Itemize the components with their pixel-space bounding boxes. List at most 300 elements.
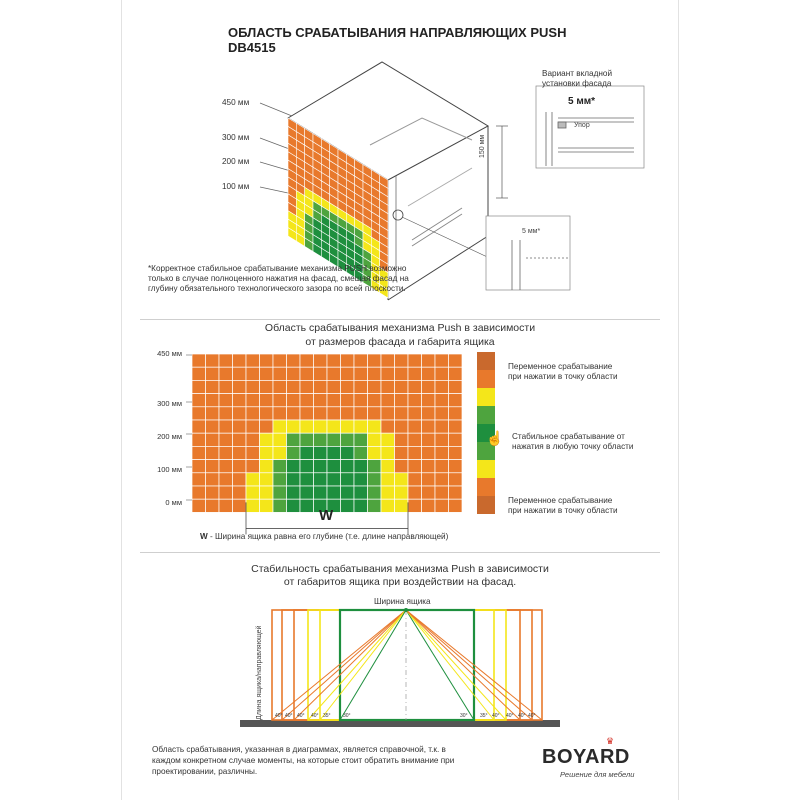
- section2-heading-1: Область срабатывания механизма Push в зависимости: [264, 322, 536, 334]
- legend-3-line-2: при нажатии в точку области: [508, 506, 618, 515]
- footer-note: Область срабатывания, указанная в диаграммах, является справочной, т.к. в каждом конкретном случае моменты, на которые стоит обратить внимание при проектировании, различны.: [152, 745, 455, 776]
- angle-label: 35°: [480, 713, 488, 719]
- legend-1-line-1: Переменное срабатывание: [508, 362, 613, 371]
- grid-cell: [408, 380, 422, 393]
- height-label-450: 450 мм: [222, 98, 250, 107]
- grid-cell: [246, 367, 260, 380]
- grid-cell: [246, 473, 260, 486]
- grid-cell: [273, 367, 287, 380]
- grid-cell: [395, 367, 409, 380]
- grid-cell: [273, 499, 287, 512]
- grid-cell: [341, 446, 355, 459]
- grid-cell: [422, 499, 436, 512]
- grid-cell: [341, 367, 355, 380]
- grid-cell: [422, 354, 436, 367]
- grid-cell: [273, 460, 287, 473]
- grid-cell: [327, 433, 341, 446]
- grid-cell: [300, 460, 314, 473]
- grid-cell: [381, 473, 395, 486]
- grid-cell: [395, 420, 409, 433]
- grid-cell: [314, 354, 328, 367]
- grid-cell: [435, 473, 449, 486]
- grid-cell: [287, 486, 301, 499]
- angle-label: 40°: [297, 713, 305, 719]
- grid-cell: [368, 420, 382, 433]
- grid-cell: [327, 367, 341, 380]
- grid-cell: [300, 499, 314, 512]
- grid-cell: [341, 420, 355, 433]
- grid-cell: [354, 354, 368, 367]
- grid-cell: [408, 420, 422, 433]
- grid-cell: [192, 433, 206, 446]
- grid-cell: [287, 446, 301, 459]
- grid-cell: [287, 367, 301, 380]
- grid-cell: [381, 433, 395, 446]
- grid-cell: [354, 380, 368, 393]
- grid-cell: [300, 367, 314, 380]
- grid-cell: [192, 367, 206, 380]
- grid-cell: [192, 446, 206, 459]
- grid-cell: [381, 460, 395, 473]
- grid-cell: [233, 460, 247, 473]
- grid-cell: [206, 446, 220, 459]
- grid-cell: [449, 394, 463, 407]
- grid-cell: [354, 499, 368, 512]
- height-label-200: 200 мм: [222, 157, 250, 166]
- grid-cell: [260, 499, 274, 512]
- grid-cell: [273, 407, 287, 420]
- grid-cell: [408, 486, 422, 499]
- grid-cell: [354, 446, 368, 459]
- grid-cell: [300, 394, 314, 407]
- grid-cell: [246, 354, 260, 367]
- grid-cell: [368, 394, 382, 407]
- grid-cell: [341, 499, 355, 512]
- grid-cell: [246, 420, 260, 433]
- grid-cell: [206, 380, 220, 393]
- crown-logo-icon: ♛: [606, 736, 615, 746]
- grid-cell: [341, 354, 355, 367]
- grid-cell: [287, 433, 301, 446]
- width-w-label: W: [319, 507, 334, 524]
- grid-cell: [246, 433, 260, 446]
- grid-cell: [219, 407, 233, 420]
- grid-cell: [219, 460, 233, 473]
- force-line: [406, 610, 506, 720]
- angle-label: 40°: [528, 713, 536, 719]
- box-frame: [294, 610, 520, 720]
- grid-cell: [273, 433, 287, 446]
- grid-cell: [354, 486, 368, 499]
- grid-cell: [341, 380, 355, 393]
- grid-cell: [260, 473, 274, 486]
- grid-cell: [260, 407, 274, 420]
- grid-cell: [192, 473, 206, 486]
- grid-cell: [422, 420, 436, 433]
- grid-cell: [287, 460, 301, 473]
- grid-cell: [260, 486, 274, 499]
- grid-cell: [435, 407, 449, 420]
- grid-cell: [206, 499, 220, 512]
- grid-cell: [260, 380, 274, 393]
- page-title: ОБЛАСТЬ СРАБАТЫВАНИЯ НАПРАВЛЯЮЩИХ PUSH: [228, 25, 567, 40]
- grid-cell: [219, 394, 233, 407]
- grid-cell: [219, 367, 233, 380]
- grid-cell: [314, 473, 328, 486]
- box-width-label: Ширина ящика: [374, 597, 431, 606]
- model-code: DB4515: [228, 40, 276, 55]
- grid-cell: [192, 354, 206, 367]
- grid-cell: [408, 473, 422, 486]
- footnote: *Корректное стабильное срабатывание механизма PUSH возможно только в случае полноценного нажатия на фасад, смещая фасад на глубину обязательного технологического зазора по всей плоскости.: [148, 264, 409, 293]
- grid-cell: [219, 486, 233, 499]
- grid-cell: [422, 473, 436, 486]
- brand-logo: BOYARD: [542, 746, 630, 768]
- grid-cell: [381, 420, 395, 433]
- grid-cell: [287, 354, 301, 367]
- grid-cell: [206, 433, 220, 446]
- grid-cell: [219, 380, 233, 393]
- height-label-100: 100 мм: [222, 182, 250, 191]
- grid-cell: [422, 380, 436, 393]
- force-line: [282, 610, 406, 720]
- grid-cell: [327, 473, 341, 486]
- grid-cell: [300, 354, 314, 367]
- grid-cell: [435, 380, 449, 393]
- grid-cell: [435, 486, 449, 499]
- force-line: [308, 610, 406, 720]
- spec-sheet: [122, 0, 678, 800]
- grid-cell: [260, 433, 274, 446]
- grid-cell: [449, 499, 463, 512]
- grid-cell: [219, 499, 233, 512]
- force-line: [320, 610, 406, 720]
- grid-cell: [260, 354, 274, 367]
- grid-cell: [327, 354, 341, 367]
- grid-cell: [381, 394, 395, 407]
- grid-cell: [327, 380, 341, 393]
- grid-cell: [287, 473, 301, 486]
- grid-cell: [219, 473, 233, 486]
- grid-cell: [341, 473, 355, 486]
- grid-cell: [381, 446, 395, 459]
- force-line: [406, 610, 532, 720]
- grid-cell: [395, 446, 409, 459]
- grid-cell: [435, 433, 449, 446]
- grid-cell: [341, 486, 355, 499]
- legend-2-line-2: нажатия в любую точку области: [512, 442, 634, 451]
- grid-cell: [354, 460, 368, 473]
- grid-cell: [219, 446, 233, 459]
- grid-cell: [408, 460, 422, 473]
- box-depth-label: Длина ящика/направляющей: [256, 625, 263, 720]
- grid-cell: [273, 354, 287, 367]
- angle-label: 40°: [492, 713, 500, 719]
- legend-1-line-2: при нажатии в точку области: [508, 372, 618, 381]
- grid-cell: [368, 380, 382, 393]
- grid-cell: [422, 446, 436, 459]
- grid-cell: [287, 499, 301, 512]
- grid-cell: [395, 433, 409, 446]
- grid-cell: [435, 499, 449, 512]
- grid-cell: [246, 394, 260, 407]
- grid-cell: [422, 486, 436, 499]
- grid-cell: [422, 367, 436, 380]
- legend-swatch-orange-2: [477, 478, 495, 496]
- grid-cell: [435, 420, 449, 433]
- grid-cell: [449, 407, 463, 420]
- grid-cell: [354, 433, 368, 446]
- apex-point: [404, 608, 408, 612]
- grid-cell: [206, 394, 220, 407]
- grid-cell: [314, 367, 328, 380]
- grid-cell: [246, 380, 260, 393]
- dimension-150: 150 мм: [479, 134, 486, 158]
- angle-label: 30°: [343, 713, 351, 719]
- grid-cell: [327, 446, 341, 459]
- y-tick-100: 100 мм: [157, 465, 182, 474]
- grid-cell: [233, 499, 247, 512]
- grid-cell: [435, 354, 449, 367]
- grid-cell: [422, 460, 436, 473]
- gap-label: 5 мм*: [568, 96, 596, 107]
- grid-cell: [354, 394, 368, 407]
- legend-swatch-orange: [477, 370, 495, 388]
- variant-title-2: установки фасада: [542, 79, 612, 88]
- grid-cell: [368, 473, 382, 486]
- grid-cell: [260, 394, 274, 407]
- grid-cell: [233, 486, 247, 499]
- grid-cell: [206, 407, 220, 420]
- grid-cell: [381, 407, 395, 420]
- grid-cell: [368, 433, 382, 446]
- grid-cell: [300, 407, 314, 420]
- y-tick-200: 200 мм: [157, 432, 182, 441]
- grid-cell: [341, 460, 355, 473]
- grid-cell: [233, 380, 247, 393]
- y-tick-300: 300 мм: [157, 399, 182, 408]
- box-frame: [340, 610, 474, 720]
- grid-cell: [233, 446, 247, 459]
- legend-swatch-yellow: [477, 388, 495, 406]
- grid-cell: [395, 407, 409, 420]
- grid-cell: [192, 394, 206, 407]
- legend-2-line-1: Стабильное срабатывание от: [512, 432, 625, 441]
- grid-cell: [206, 486, 220, 499]
- grid-cell: [233, 367, 247, 380]
- grid-cell: [381, 486, 395, 499]
- grid-cell: [273, 473, 287, 486]
- grid-cell: [219, 420, 233, 433]
- height-label-300: 300 мм: [222, 133, 250, 142]
- grid-cell: [192, 499, 206, 512]
- grid-cell: [341, 407, 355, 420]
- angle-label: 40°: [506, 713, 514, 719]
- section3-heading-1: Стабильность срабатывания механизма Push в зависимости: [251, 563, 549, 575]
- grid-cell: [408, 367, 422, 380]
- stop-label: Упор: [574, 122, 590, 129]
- grid-cell: [314, 486, 328, 499]
- legend-swatch-green-light: [477, 406, 495, 424]
- grid-cell: [381, 367, 395, 380]
- grid-cell: [449, 473, 463, 486]
- grid-cell: [449, 354, 463, 367]
- divider-2: [140, 552, 660, 553]
- box-frame: [272, 610, 542, 720]
- grid-cell: [435, 460, 449, 473]
- grid-cell: [368, 354, 382, 367]
- force-line: [406, 610, 474, 720]
- grid-cell: [273, 394, 287, 407]
- variant-title-1: Вариант вкладной: [542, 69, 613, 78]
- grid-cell: [246, 499, 260, 512]
- grid-cell: [192, 407, 206, 420]
- grid-cell: [395, 460, 409, 473]
- grid-cell: [206, 460, 220, 473]
- grid-cell: [354, 473, 368, 486]
- grid-cell: [233, 407, 247, 420]
- section3-heading-2: от габаритов ящика при воздействии на фасад.: [283, 576, 517, 588]
- grid-cell: [368, 367, 382, 380]
- grid-cell: [287, 380, 301, 393]
- y-tick-0: 0 мм: [165, 498, 182, 507]
- grid-cell: [422, 394, 436, 407]
- grid-cell: [354, 367, 368, 380]
- grid-cell: [341, 394, 355, 407]
- grid-cell: [246, 460, 260, 473]
- grid-cell: [219, 354, 233, 367]
- grid-cell: [273, 420, 287, 433]
- grid-cell: [206, 354, 220, 367]
- grid-cell: [314, 420, 328, 433]
- grid-cell: [327, 420, 341, 433]
- grid-cell: [395, 380, 409, 393]
- grid-cell: [449, 420, 463, 433]
- stability-fan-diagram: [122, 600, 678, 750]
- grid-cell: [233, 394, 247, 407]
- grid-cell: [381, 499, 395, 512]
- grid-cell: [233, 433, 247, 446]
- grid-cell: [368, 407, 382, 420]
- grid-cell: [395, 486, 409, 499]
- grid-cell: [449, 446, 463, 459]
- brand-tagline: Решение для мебели: [560, 770, 635, 779]
- box-frame: [320, 610, 494, 720]
- grid-cell: [395, 473, 409, 486]
- grid-cell: [287, 394, 301, 407]
- grid-cell: [260, 367, 274, 380]
- grid-cell: [260, 420, 274, 433]
- grid-cell: [206, 473, 220, 486]
- grid-cell: [314, 446, 328, 459]
- grid-cell: [206, 367, 220, 380]
- grid-cell: [246, 446, 260, 459]
- grid-cell: [273, 486, 287, 499]
- grid-cell: [206, 420, 220, 433]
- grid-cell: [408, 446, 422, 459]
- angle-label: 40°: [311, 713, 319, 719]
- grid-cell: [354, 407, 368, 420]
- legend-swatch-orange-dark-2: [477, 496, 495, 514]
- grid-cell: [395, 354, 409, 367]
- grid-cell: [246, 407, 260, 420]
- grid-cell: [449, 460, 463, 473]
- grid-cell: [327, 407, 341, 420]
- grid-cell: [395, 499, 409, 512]
- angle-label: 40°: [518, 713, 526, 719]
- grid-cell: [246, 486, 260, 499]
- grid-cell: [408, 354, 422, 367]
- grid-cell: [408, 433, 422, 446]
- box-frame: [308, 610, 506, 720]
- grid-cell: [422, 433, 436, 446]
- grid-cell: [287, 407, 301, 420]
- angle-label: 40°: [285, 713, 293, 719]
- grid-cell: [192, 420, 206, 433]
- grid-cell: [314, 433, 328, 446]
- grid-cell: [314, 407, 328, 420]
- angle-label: 40°: [275, 713, 283, 719]
- grid-cell: [287, 420, 301, 433]
- grid-cell: [449, 367, 463, 380]
- grid-cell: [422, 407, 436, 420]
- grid-cell: [192, 380, 206, 393]
- detail-gap-label: 5 мм*: [522, 228, 541, 235]
- hand-pointer-icon: ☝: [486, 430, 504, 446]
- grid-cell: [381, 380, 395, 393]
- grid-cell: [354, 420, 368, 433]
- grid-cell: [192, 460, 206, 473]
- section2-heading-2: от размеров фасада и габарита ящика: [305, 336, 495, 348]
- grid-cell: [341, 433, 355, 446]
- grid-cell: [435, 394, 449, 407]
- grid-cell: [192, 486, 206, 499]
- grid-cell: [327, 486, 341, 499]
- grid-cell: [300, 486, 314, 499]
- legend-swatch-yellow-2: [477, 460, 495, 478]
- grid-cell: [300, 420, 314, 433]
- force-line: [406, 610, 494, 720]
- grid-cell: [300, 473, 314, 486]
- force-line: [406, 610, 520, 720]
- grid-cell: [408, 394, 422, 407]
- grid-cell: [260, 446, 274, 459]
- angle-label: 30°: [460, 713, 468, 719]
- grid-cell: [273, 380, 287, 393]
- grid-cell: [314, 394, 328, 407]
- grid-cell: [233, 420, 247, 433]
- grid-cell: [314, 460, 328, 473]
- grid-cell: [327, 460, 341, 473]
- grid-cell: [233, 473, 247, 486]
- grid-cell: [368, 486, 382, 499]
- legend-3-line-1: Переменное срабатывание: [508, 496, 613, 505]
- grid-cell: [395, 394, 409, 407]
- grid-cell: [368, 460, 382, 473]
- grid-cell: [381, 354, 395, 367]
- grid-cell: [435, 446, 449, 459]
- grid-cell: [449, 486, 463, 499]
- grid-cell: [449, 433, 463, 446]
- grid-cell: [449, 380, 463, 393]
- legend-swatch-orange-dark: [477, 352, 495, 370]
- y-tick-450: 450 мм: [157, 349, 182, 358]
- grid-cell: [233, 354, 247, 367]
- grid-cell: [368, 499, 382, 512]
- grid-cell: [300, 446, 314, 459]
- grid-cell: [327, 394, 341, 407]
- divider-1: [140, 319, 660, 320]
